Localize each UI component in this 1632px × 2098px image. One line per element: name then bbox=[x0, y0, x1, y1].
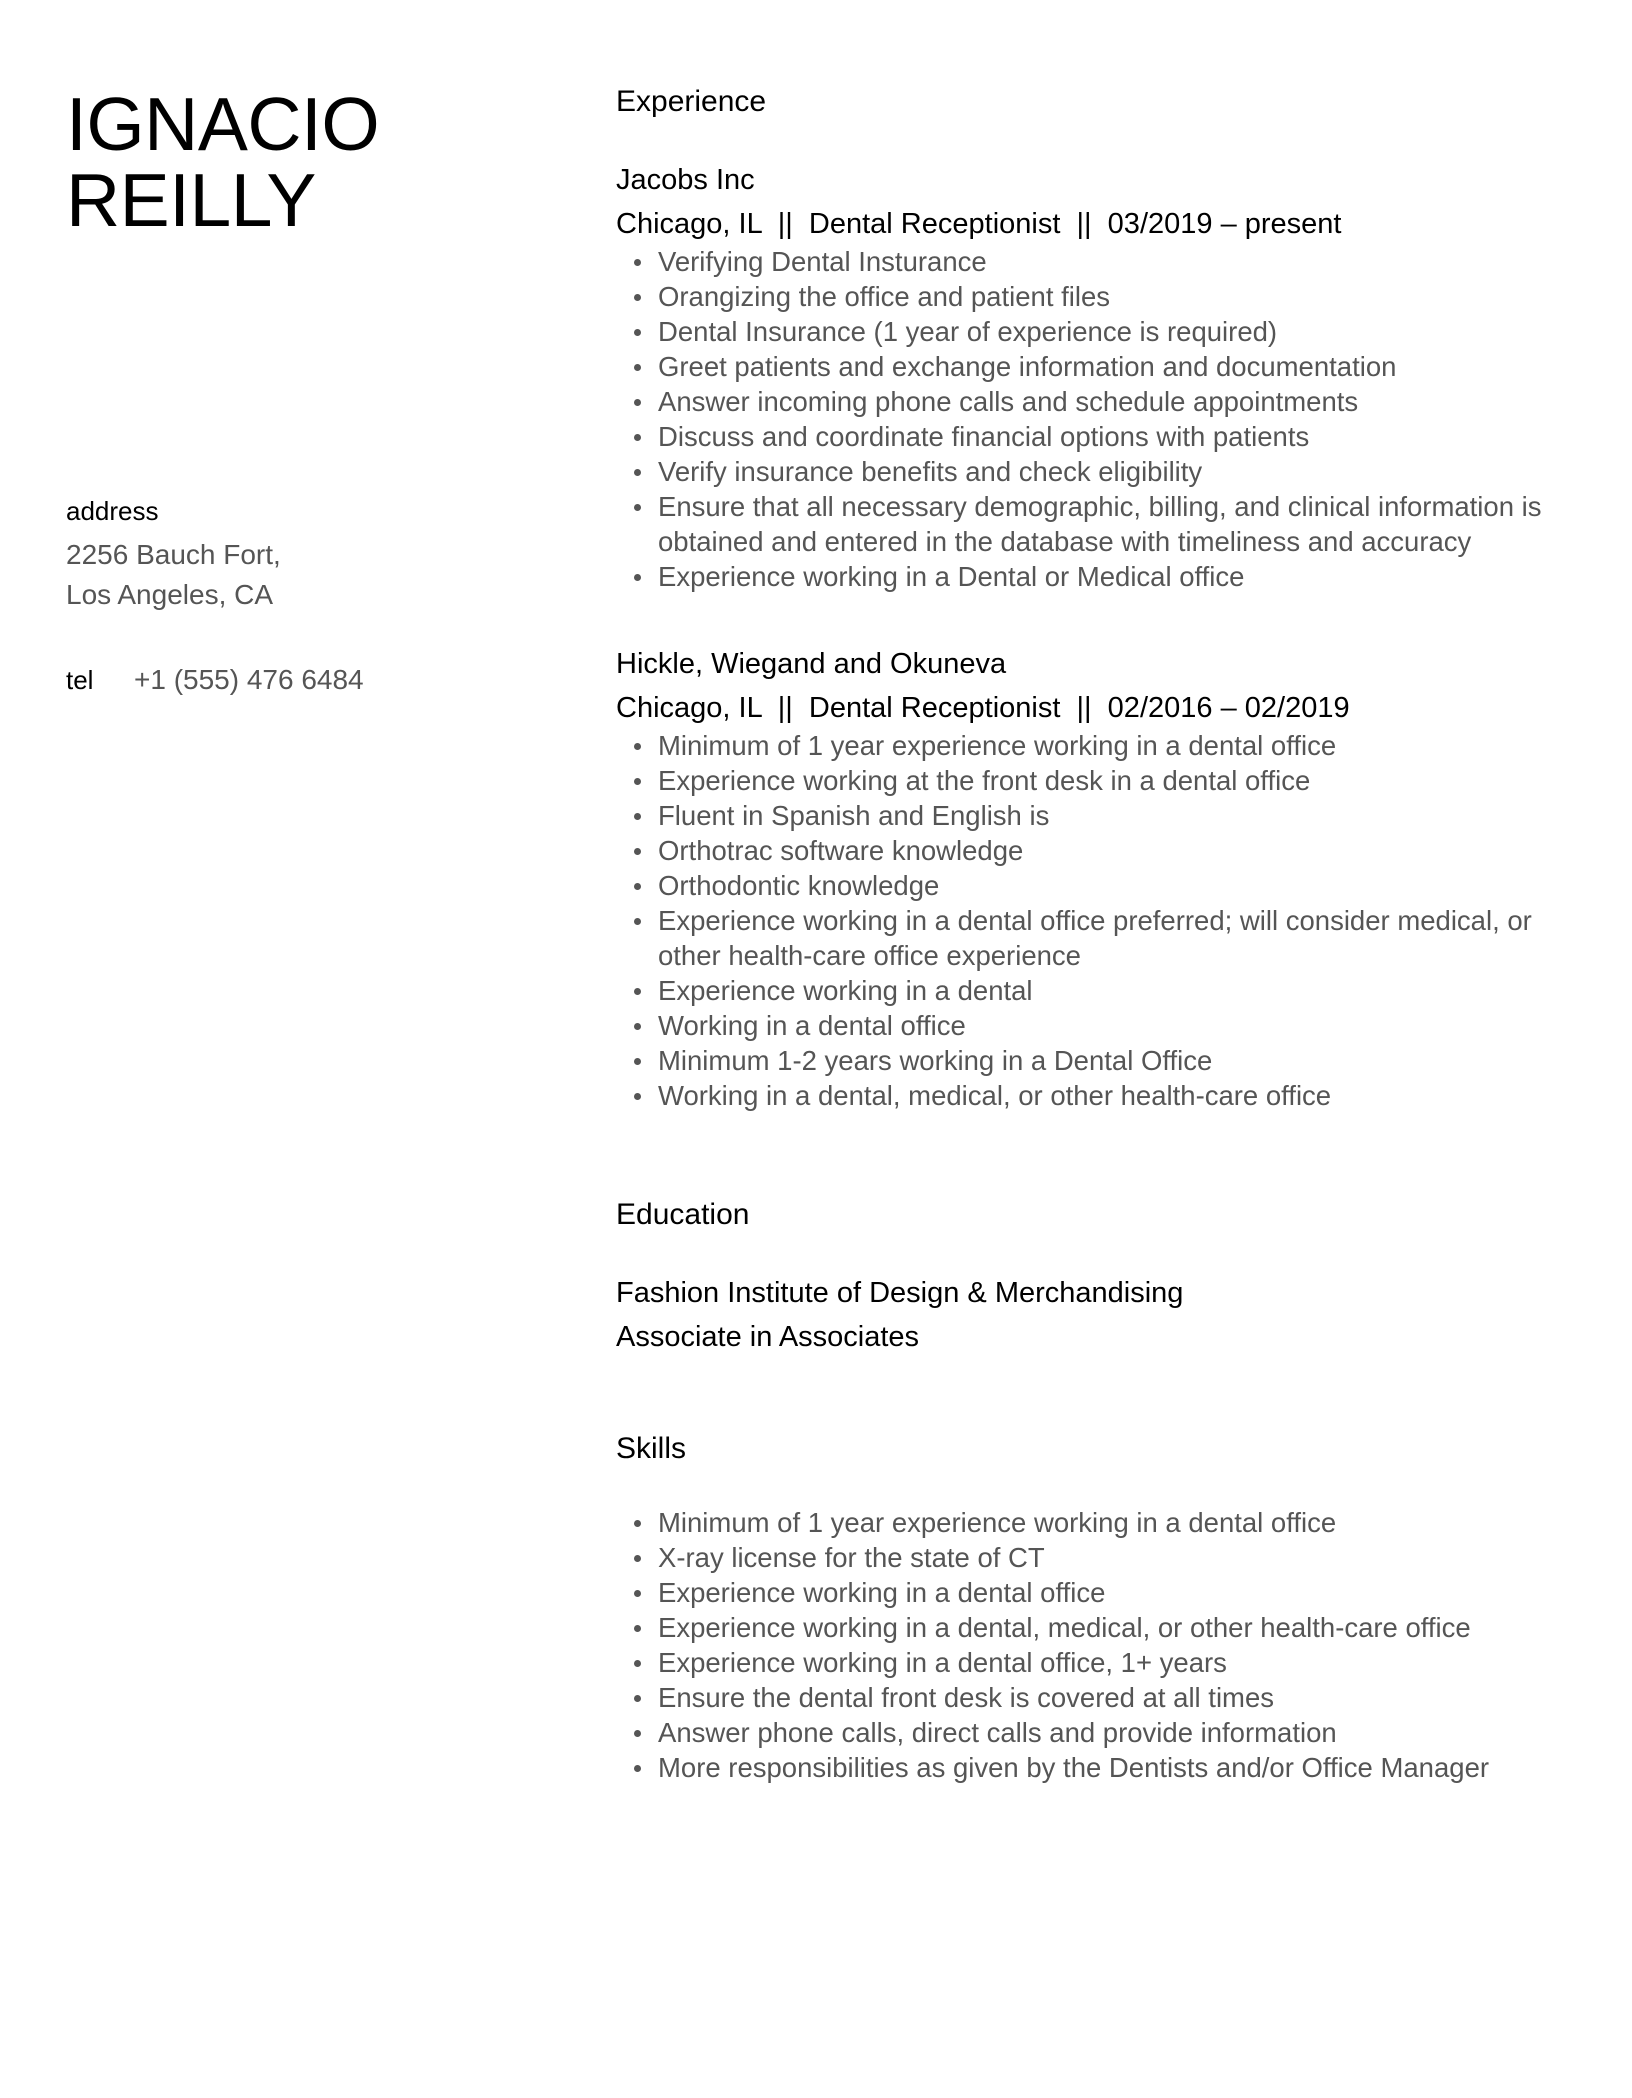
job-meta: Chicago, IL || Dental Receptionist || 03/2019 – present bbox=[616, 208, 1342, 240]
job-company: Hickle, Wiegand and Okuneva bbox=[616, 648, 1007, 680]
tel-label: tel bbox=[66, 665, 94, 695]
address-line-2: Los Angeles, CA bbox=[66, 579, 274, 610]
skill-item: X-ray license for the state of CT bbox=[616, 1540, 1576, 1575]
candidate-name bbox=[66, 82, 546, 242]
right-column bbox=[616, 82, 1576, 1785]
skill-item: Ensure the dental front desk is covered at all times bbox=[616, 1680, 1576, 1715]
bullet-item: Greet patients and exchange information and documentation bbox=[616, 349, 1576, 384]
education-heading: Education bbox=[616, 1198, 750, 1231]
tel-row bbox=[66, 664, 364, 696]
education-school: Fashion Institute of Design & Merchandising bbox=[616, 1277, 1184, 1309]
bullet-item: Verify insurance benefits and check eligibility bbox=[616, 454, 1576, 489]
skill-item: Answer phone calls, direct calls and provide information bbox=[616, 1715, 1576, 1750]
bullet-item: Experience working in a dental office preferred; will consider medical, or other health-care office experience bbox=[616, 903, 1576, 973]
job-bullets bbox=[616, 728, 1576, 1113]
education-section bbox=[616, 1195, 1576, 1357]
bullet-item: Experience working in a Dental or Medical office bbox=[616, 559, 1576, 594]
experience-heading: Experience bbox=[616, 85, 767, 118]
skills-heading: Skills bbox=[616, 1432, 687, 1465]
education-degree: Associate in Associates bbox=[616, 1321, 920, 1353]
bullet-item: Experience working in a dental bbox=[616, 973, 1576, 1008]
bullet-item: Dental Insurance (1 year of experience is required) bbox=[616, 314, 1576, 349]
job-entry bbox=[616, 644, 1576, 1113]
bullet-item: Answer incoming phone calls and schedule appointments bbox=[616, 384, 1576, 419]
last-name: REILLY bbox=[66, 158, 316, 242]
bullet-item: Fluent in Spanish and English is bbox=[616, 798, 1576, 833]
skills-section bbox=[616, 1429, 1576, 1785]
job-company: Jacobs Inc bbox=[616, 164, 755, 196]
address-block bbox=[66, 496, 281, 615]
bullet-item: Minimum of 1 year experience working in a dental office bbox=[616, 728, 1576, 763]
skill-item: Minimum of 1 year experience working in a dental office bbox=[616, 1505, 1576, 1540]
skill-item: Experience working in a dental office bbox=[616, 1575, 1576, 1610]
first-name: IGNACIO bbox=[66, 82, 380, 166]
bullet-item: Orthodontic knowledge bbox=[616, 868, 1576, 903]
bullet-item: Ensure that all necessary demographic, billing, and clinical information is obtained and entered in the database with timeliness and accuracy bbox=[616, 489, 1576, 559]
experience-section bbox=[616, 82, 1576, 1113]
skill-item: More responsibilities as given by the Dentists and/or Office Manager bbox=[616, 1750, 1576, 1785]
bullet-item: Orthotrac software knowledge bbox=[616, 833, 1576, 868]
bullet-item: Discuss and coordinate financial options with patients bbox=[616, 419, 1576, 454]
job-meta: Chicago, IL || Dental Receptionist || 02/2016 – 02/2019 bbox=[616, 692, 1350, 724]
tel-value: +1 (555) 476 6484 bbox=[134, 664, 364, 695]
skill-item: Experience working in a dental, medical, or other health-care office bbox=[616, 1610, 1576, 1645]
bullet-item: Verifying Dental Insturance bbox=[616, 244, 1576, 279]
address-label: address bbox=[66, 496, 159, 526]
skills-list bbox=[616, 1505, 1576, 1785]
bullet-item: Working in a dental office bbox=[616, 1008, 1576, 1043]
skill-item: Experience working in a dental office, 1+ years bbox=[616, 1645, 1576, 1680]
job-bullets bbox=[616, 244, 1576, 594]
bullet-item: Orangizing the office and patient files bbox=[616, 279, 1576, 314]
bullet-item: Minimum 1-2 years working in a Dental Office bbox=[616, 1043, 1576, 1078]
address-line-1: 2256 Bauch Fort, bbox=[66, 539, 281, 570]
left-column bbox=[66, 82, 546, 695]
job-entry bbox=[616, 160, 1576, 594]
bullet-item: Working in a dental, medical, or other health-care office bbox=[616, 1078, 1576, 1113]
bullet-item: Experience working at the front desk in a dental office bbox=[616, 763, 1576, 798]
